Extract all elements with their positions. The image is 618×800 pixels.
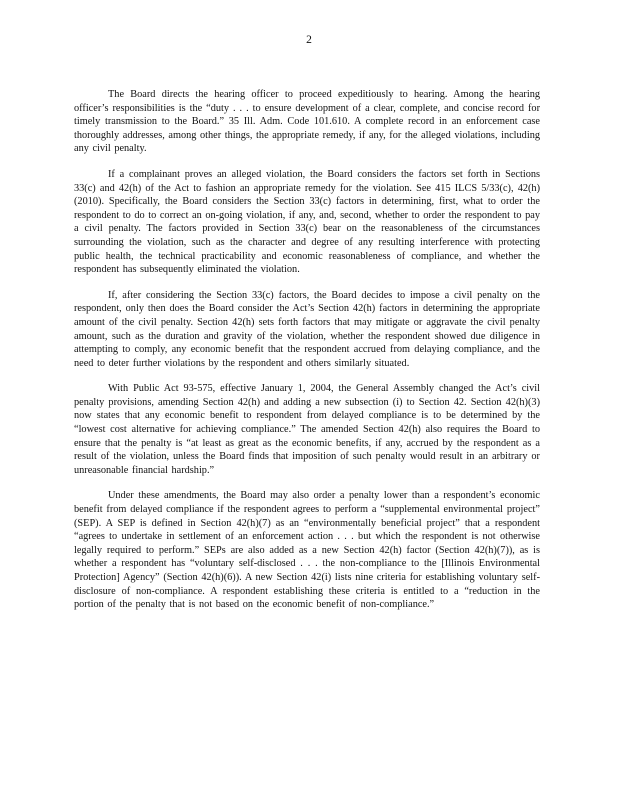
paragraph-hearing-officer: The Board directs the hearing officer to proceed expeditiously to hearing. Among the hearing officer’s responsibilities is the “duty . . . to ensure development of a clear, complete, and concise record for timely transmission to the Board.” 35 Ill. Adm. Code 101.610. A complete record in an enforcement case thoroughly addresses, among other things, the appropriate remedy, if any, for the alleged violations, including any civil penalty. [74,89,540,155]
page-number: 2 [306,34,312,46]
paragraph-section-33c: If a complainant proves an alleged violation, the Board considers the factors set forth in Sections 33(c) and 42(h) of the Act to fashion an appropriate remedy for the violation. See 415 ILCS 5/33(c), 42(h) (2010). Specifically, the Board considers the Section 33(c) factors in determining, first, what to order the respondent to do to correct an on-going violation, if any, and, second, whether to order the respondent to pay a civil penalty. The factors provided in Section 33(c) bear on the reasonableness of the circumstances surrounding the violation, such as the character and degree of any resulting interference with protecting public health, the technical practicability and economic reasonableness of compliance, and whether the respondent has subsequently eliminated the violation. [74,168,540,276]
paragraph-amendments-sep: Under these amendments, the Board may also order a penalty lower than a respondent’s economic benefit from delayed compliance if the respondent agrees to perform a “supplemental environmental project” (SEP). A SEP is defined in Section 42(h)(7) as an “environmentally beneficial project” that a respondent “agrees to undertake in settlement of an enforcement action . . . but which the respondent is not otherwise legally required to perform.” SEPs are also added as a new Section 42(h) factor (Section 42(h)(7)), as is whether a respondent has “voluntary self-disclosed . . . the non-compliance to the [Illinois Environmental Protection] Agency” (Section 42(h)(6)). A new Section 42(i) lists nine criteria for establishing voluntary self-disclosure of non-compliance. A respondent establishing these criteria is entitled to a “reduction in the portion of the penalty that is not based on the economic benefit of non-compliance.” [74,490,540,611]
paragraph-public-act: With Public Act 93-575, effective January 1, 2004, the General Assembly changed the Act’s civil penalty provisions, amending Section 42(h) and adding a new subsection (i) to Section 42. Section 42(h)(3) now states that any economic benefit to respondent from delayed compliance is to be determined by the “lowest cost alternative for achieving compliance.” The amended Section 42(h) also requires the Board to ensure that the penalty is “at least as great as the economic benefits, if any, accrued by the respondent as a result of the violation, unless the Board finds that imposition of such penalty would result in an arbitrary or unreasonable financial hardship.” [74,383,540,476]
document-body [74,88,540,624]
paragraph-section-42h: If, after considering the Section 33(c) factors, the Board decides to impose a civil penalty on the respondent, only then does the Board consider the Act’s Section 42(h) factors in determining the appropriate amount of the civil penalty. Section 42(h) sets forth factors that may mitigate or aggravate the civil penalty amount, such as the duration and gravity of the violation, whether the respondent showed due diligence in attempting to comply, any economic benefit that the respondent accrued from delaying compliance, and the need to deter further violations by the respondent and others similarly situated. [74,289,540,369]
